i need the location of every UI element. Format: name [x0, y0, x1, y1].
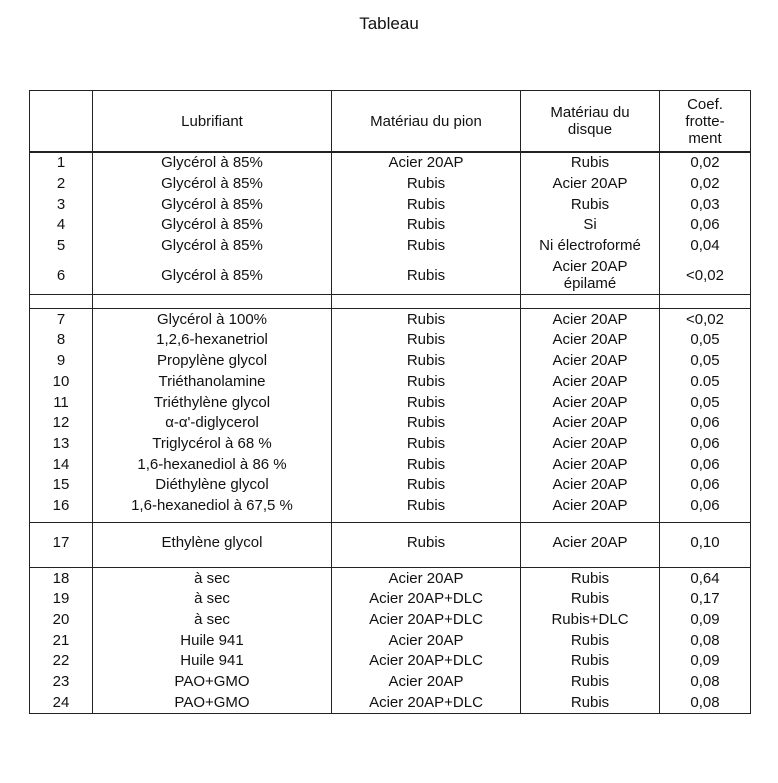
row-pion: Rubis — [332, 215, 521, 236]
row-disque: Rubis — [521, 692, 660, 713]
header-disque-label: Matériau du disque — [550, 104, 630, 138]
table-row — [30, 434, 751, 455]
row-lubrifiant: PAO+GMO — [93, 692, 332, 713]
row-pion: Rubis — [332, 496, 521, 517]
row-disque: Rubis — [521, 651, 660, 672]
row-coef: <0,02 — [660, 256, 751, 295]
row-disque: Rubis+DLC — [521, 610, 660, 631]
row-disque: Acier 20AP — [521, 475, 660, 496]
row-pion: Rubis — [332, 392, 521, 413]
row-coef: 0,08 — [660, 630, 751, 651]
table-row — [30, 651, 751, 672]
row-number: 14 — [30, 454, 93, 475]
table-row — [30, 413, 751, 434]
row-lubrifiant: Glycérol à 85% — [93, 236, 332, 257]
row-number: 5 — [30, 236, 93, 257]
table-row — [30, 256, 751, 295]
table-row — [30, 236, 751, 257]
row-coef: 0,05 — [660, 392, 751, 413]
row-number: 3 — [30, 194, 93, 215]
row-coef: 0,05 — [660, 351, 751, 372]
row-lubrifiant: à sec — [93, 568, 332, 589]
header-coef-label: Coef. frotte-ment — [685, 95, 725, 147]
row-number: 22 — [30, 651, 93, 672]
row-lubrifiant: Glycérol à 85% — [93, 174, 332, 195]
header-disque — [521, 91, 660, 153]
spacer-cell — [93, 295, 332, 309]
spacer-cell — [332, 295, 521, 309]
header-lubrifiant: Lubrifiant — [93, 91, 332, 153]
row-pion: Rubis — [332, 434, 521, 455]
row-disque: Acier 20AP — [521, 174, 660, 195]
row-lubrifiant: Glycérol à 85% — [93, 215, 332, 236]
row-number: 8 — [30, 330, 93, 351]
spacer-cell — [30, 295, 93, 309]
row-number: 12 — [30, 413, 93, 434]
row-disque: Acier 20AP — [521, 351, 660, 372]
row-coef: 0,06 — [660, 215, 751, 236]
row-coef: 0,03 — [660, 194, 751, 215]
row-number: 20 — [30, 610, 93, 631]
table-row — [30, 630, 751, 651]
row-coef: 0,02 — [660, 152, 751, 174]
row-number: 11 — [30, 392, 93, 413]
row-number: 9 — [30, 351, 93, 372]
row-number: 10 — [30, 372, 93, 393]
table-row — [30, 589, 751, 610]
row-number: 18 — [30, 568, 93, 589]
row-disque: Acier 20AP épilamé — [521, 256, 660, 295]
row-number: 15 — [30, 475, 93, 496]
row-pion: Rubis — [332, 309, 521, 330]
row-lubrifiant: Glycérol à 85% — [93, 194, 332, 215]
row-lubrifiant: Huile 941 — [93, 630, 332, 651]
row-lubrifiant: Glycérol à 85% — [93, 256, 332, 295]
row-number: 6 — [30, 256, 93, 295]
row-lubrifiant: à sec — [93, 589, 332, 610]
table-row — [30, 672, 751, 693]
row-coef: 0,06 — [660, 434, 751, 455]
row-coef: 0.05 — [660, 372, 751, 393]
row-number: 21 — [30, 630, 93, 651]
row-coef: <0,02 — [660, 309, 751, 330]
row-coef: 0,06 — [660, 454, 751, 475]
row-number: 7 — [30, 309, 93, 330]
row-coef: 0,08 — [660, 692, 751, 713]
group-spacer — [30, 295, 751, 309]
table-row — [30, 174, 751, 195]
row-disque: Rubis — [521, 672, 660, 693]
row-coef: 0,05 — [660, 330, 751, 351]
row-disque: Rubis — [521, 568, 660, 589]
table-row — [30, 351, 751, 372]
table-row — [30, 523, 751, 562]
header-pion: Matériau du pion — [332, 91, 521, 153]
row-coef: 0,04 — [660, 236, 751, 257]
row-number: 19 — [30, 589, 93, 610]
row-disque: Si — [521, 215, 660, 236]
row-lubrifiant: Ethylène glycol — [93, 523, 332, 562]
row-coef: 0,08 — [660, 672, 751, 693]
header-coef — [660, 91, 751, 153]
row-pion: Rubis — [332, 413, 521, 434]
row-pion: Acier 20AP — [332, 672, 521, 693]
row-pion: Rubis — [332, 372, 521, 393]
row-coef: 0,10 — [660, 523, 751, 562]
row-disque: Acier 20AP — [521, 372, 660, 393]
row-pion: Rubis — [332, 236, 521, 257]
row-disque: Acier 20AP — [521, 523, 660, 562]
row-pion: Rubis — [332, 256, 521, 295]
table-row — [30, 309, 751, 330]
table-row — [30, 568, 751, 589]
table-row — [30, 215, 751, 236]
row-pion: Acier 20AP — [332, 630, 521, 651]
lubricant-table — [29, 90, 751, 714]
spacer-cell — [660, 295, 751, 309]
row-pion: Rubis — [332, 174, 521, 195]
row-pion: Rubis — [332, 475, 521, 496]
table-row — [30, 475, 751, 496]
row-lubrifiant: Glycérol à 85% — [93, 152, 332, 174]
table-row — [30, 392, 751, 413]
row-number: 2 — [30, 174, 93, 195]
row-lubrifiant: Triéthylène glycol — [93, 392, 332, 413]
row-disque: Rubis — [521, 630, 660, 651]
row-lubrifiant: Diéthylène glycol — [93, 475, 332, 496]
row-lubrifiant: 1,6-hexanediol à 67,5 % — [93, 496, 332, 517]
table-row — [30, 152, 751, 174]
row-coef: 0,09 — [660, 610, 751, 631]
row-lubrifiant: 1,2,6-hexanetriol — [93, 330, 332, 351]
row-pion: Acier 20AP+DLC — [332, 651, 521, 672]
row-pion: Acier 20AP — [332, 152, 521, 174]
row-lubrifiant: α-α'-diglycerol — [93, 413, 332, 434]
table-row — [30, 496, 751, 517]
row-number: 24 — [30, 692, 93, 713]
table-row — [30, 454, 751, 475]
row-disque: Ni électroformé — [521, 236, 660, 257]
row-coef: 0,02 — [660, 174, 751, 195]
row-lubrifiant: 1,6-hexanediol à 86 % — [93, 454, 332, 475]
row-lubrifiant: Huile 941 — [93, 651, 332, 672]
row-disque: Acier 20AP — [521, 392, 660, 413]
row-number: 1 — [30, 152, 93, 174]
row-lubrifiant: PAO+GMO — [93, 672, 332, 693]
page-title: Tableau — [359, 14, 419, 33]
row-disque: Acier 20AP — [521, 413, 660, 434]
table-body — [30, 152, 751, 714]
table-row — [30, 610, 751, 631]
row-pion: Rubis — [332, 351, 521, 372]
header-num — [30, 91, 93, 153]
row-number: 23 — [30, 672, 93, 693]
row-lubrifiant: Triglycérol à 68 % — [93, 434, 332, 455]
row-pion: Acier 20AP+DLC — [332, 692, 521, 713]
row-disque: Rubis — [521, 194, 660, 215]
row-number: 17 — [30, 523, 93, 562]
row-disque: Rubis — [521, 152, 660, 174]
row-pion: Rubis — [332, 523, 521, 562]
row-lubrifiant: Triéthanolamine — [93, 372, 332, 393]
row-number: 13 — [30, 434, 93, 455]
spacer-cell — [521, 295, 660, 309]
row-lubrifiant: Glycérol à 100% — [93, 309, 332, 330]
row-pion: Acier 20AP — [332, 568, 521, 589]
row-disque: Acier 20AP — [521, 454, 660, 475]
row-coef: 0,64 — [660, 568, 751, 589]
row-pion: Acier 20AP+DLC — [332, 589, 521, 610]
row-pion: Rubis — [332, 454, 521, 475]
table-row — [30, 330, 751, 351]
row-number: 4 — [30, 215, 93, 236]
row-disque: Acier 20AP — [521, 330, 660, 351]
row-disque: Acier 20AP — [521, 309, 660, 330]
table-row — [30, 692, 751, 713]
table-header-row — [30, 91, 751, 153]
row-pion: Rubis — [332, 194, 521, 215]
row-disque: Rubis — [521, 589, 660, 610]
row-coef: 0,17 — [660, 589, 751, 610]
row-pion: Rubis — [332, 330, 521, 351]
row-lubrifiant: à sec — [93, 610, 332, 631]
row-disque: Acier 20AP — [521, 434, 660, 455]
row-pion: Acier 20AP+DLC — [332, 610, 521, 631]
row-coef: 0,06 — [660, 475, 751, 496]
row-lubrifiant: Propylène glycol — [93, 351, 332, 372]
row-disque: Acier 20AP — [521, 496, 660, 517]
table-row — [30, 372, 751, 393]
row-coef: 0,06 — [660, 496, 751, 517]
row-coef: 0,06 — [660, 413, 751, 434]
table-row — [30, 194, 751, 215]
row-number: 16 — [30, 496, 93, 517]
row-coef: 0,09 — [660, 651, 751, 672]
